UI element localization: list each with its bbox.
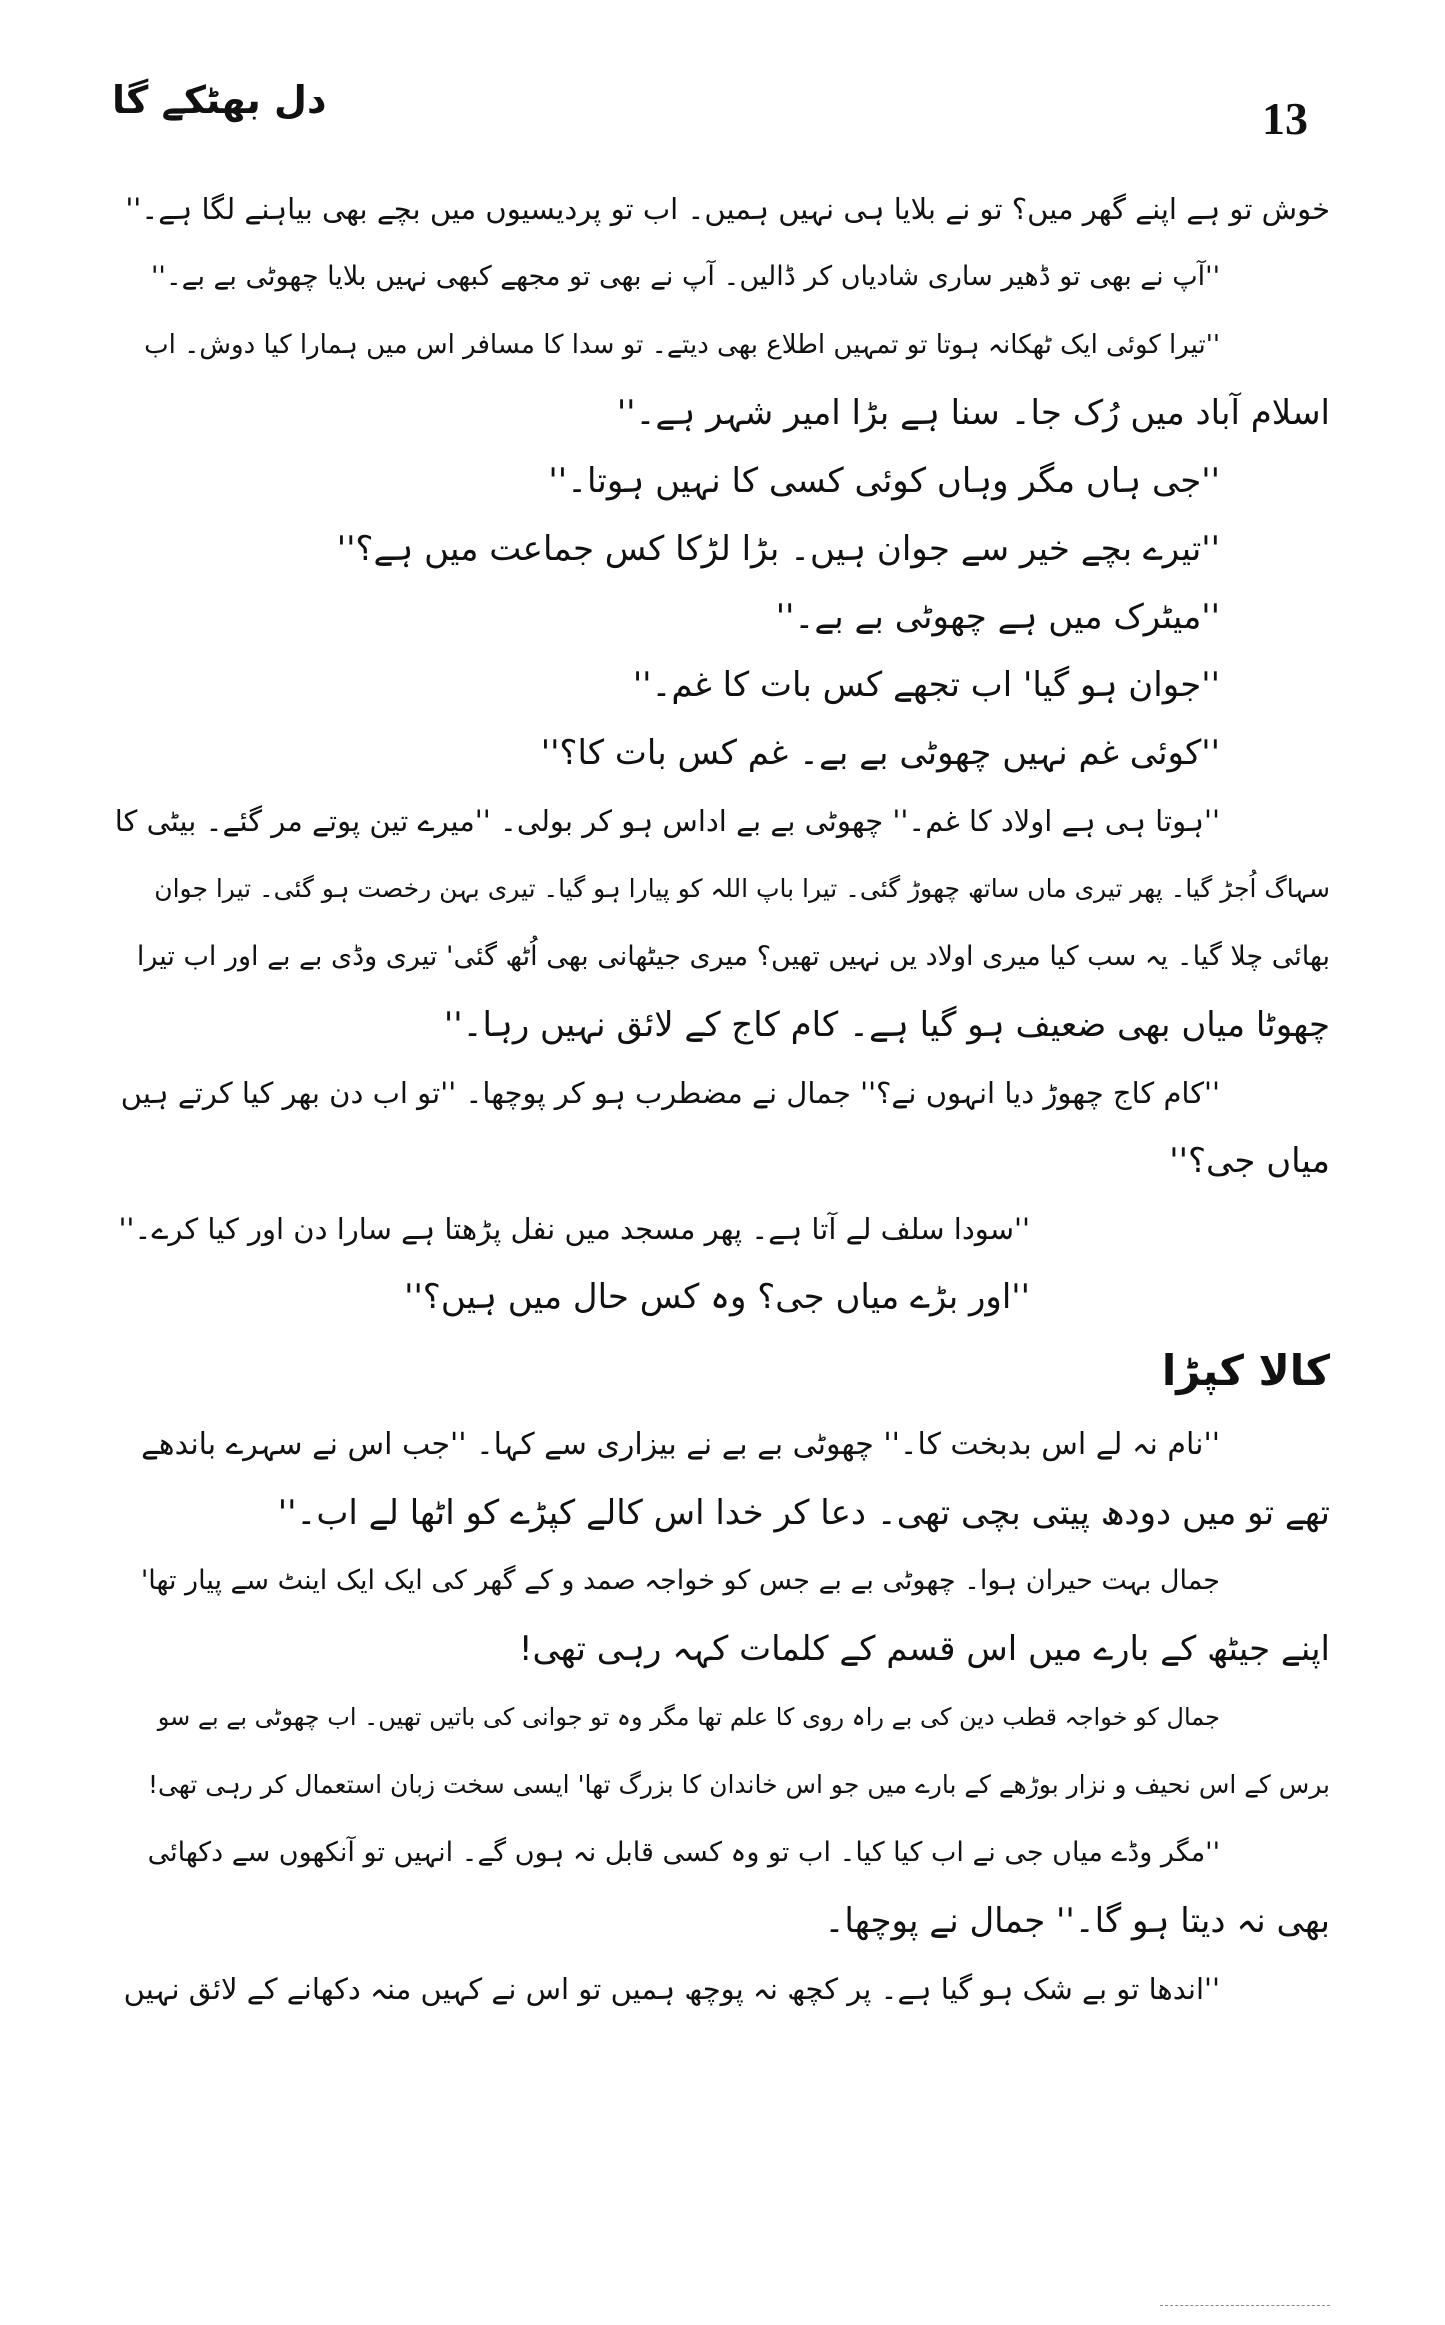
running-title: دل بھٹکے گا bbox=[112, 78, 327, 122]
text-line: چھوٹا میاں بھی ضعیف ہو گیا ہے۔ کام کاج کے لائق نہیں رہا۔'' bbox=[443, 1005, 1330, 1045]
text-line: ''تیرا کوئی ایک ٹھکانہ ہوتا تو تمہیں اطلاع بھی دیتے۔ تو سدا کا مسافر اس میں ہمارا کیا دوش۔ اب bbox=[144, 330, 1220, 360]
text-line: برس کے اس نحیف و نزار بوڑھے کے بارے میں جو اس خاندان کا بزرگ تھا' ایسی سخت زبان استعمال کر رہی تھی! bbox=[147, 1770, 1330, 1799]
text-line: ''اندھا تو بے شک ہو گیا ہے۔ پر کچھ نہ پوچھ ہمیں تو اس نے کہیں منہ دکھانے کے لائق نہیں bbox=[123, 1972, 1220, 2006]
text-line: ''کوئی غم نہیں چھوٹی بے بے۔ غم کس بات کا؟'' bbox=[540, 733, 1220, 773]
text-line: ''ہوتا ہی ہے اولاد کا غم۔'' چھوٹی بے بے اداس ہو کر بولی۔ ''میرے تین پوتے مر گئے۔ بیٹی کا bbox=[114, 804, 1220, 838]
text-line: ''اور بڑے میاں جی؟ وہ کس حال میں ہیں؟'' bbox=[404, 1277, 1030, 1317]
text-line: بھائی چلا گیا۔ یہ سب کیا میری اولاد یں نہیں تھیں؟ میری جیٹھانی بھی اُٹھ گئی' تیری وڈی بے بے اور اب تیرا bbox=[136, 941, 1330, 972]
text-line: میاں جی؟'' bbox=[1169, 1141, 1330, 1181]
text-line: ''تیرے بچے خیر سے جوان ہیں۔ بڑا لڑکا کس جماعت میں ہے؟'' bbox=[336, 529, 1220, 569]
text-line: ''مگر وڈے میاں جی نے اب کیا کیا۔ اب تو وہ کسی قابل نہ ہوں گے۔ انہیں تو آنکھوں سے دکھائی bbox=[147, 1837, 1220, 1868]
text-line: جمال بہت حیران ہوا۔ چھوٹی بے بے جس کو خواجہ صمد و کے گھر کی ایک ایک اینٹ سے پیار تھا' bbox=[140, 1565, 1220, 1596]
footer-rule bbox=[1160, 2305, 1330, 2306]
section-heading: کالا کپڑا bbox=[1161, 1346, 1330, 1395]
text-line: ''میٹرک میں ہے چھوٹی بے بے۔'' bbox=[775, 597, 1220, 637]
text-line: اسلام آباد میں رُک جا۔ سنا ہے بڑا امیر شہر ہے۔'' bbox=[616, 393, 1330, 433]
text-line: خوش تو ہے اپنے گھر میں؟ تو نے بلایا ہی نہیں ہمیں۔ اب تو پردیسیوں میں بچے بھی بیاہنے لگا ہے۔'' bbox=[125, 192, 1330, 226]
text-line: جمال کو خواجہ قطب دین کی بے راہ روی کا علم تھا مگر وہ تو جوانی کی باتیں تھیں۔ اب چھوٹی بے بے سو bbox=[157, 1703, 1220, 1731]
text-line: ''جوان ہو گیا' اب تجھے کس بات کا غم۔'' bbox=[632, 665, 1220, 705]
page-number: 13 bbox=[1262, 93, 1308, 144]
text-line: ''سودا سلف لے آتا ہے۔ پھر مسجد میں نفل پڑھتا ہے سارا دن اور کیا کرے۔'' bbox=[118, 1212, 1030, 1246]
text-line: اپنے جیٹھ کے بارے میں اس قسم کے کلمات کہہ رہی تھی! bbox=[518, 1629, 1330, 1669]
text-line: تھے تو میں دودھ پیتی بچی تھی۔ دعا کر خدا اس کالے کپڑے کو اٹھا لے اب۔'' bbox=[277, 1493, 1330, 1533]
text-line: سہاگ اُجڑ گیا۔ پھر تیری ماں ساتھ چھوڑ گئی۔ تیرا باپ اللہ کو پیارا ہو گیا۔ تیری بہن رخصت ہو گئی۔ تیرا جوان bbox=[154, 874, 1330, 903]
page-body bbox=[115, 175, 1330, 2023]
text-line: ''کام کاج چھوڑ دیا انہوں نے؟'' جمال نے مضطرب ہو کر پوچھا۔ ''تو اب دن بھر کیا کرتے ہیں bbox=[120, 1076, 1220, 1110]
text-line: ''نام نہ لے اس بدبخت کا۔'' چھوٹی بے بے نے بیزاری سے کہا۔ ''جب اس نے سہرے باندھے bbox=[141, 1427, 1220, 1462]
text-line: ''جی ہاں مگر وہاں کوئی کسی کا نہیں ہوتا۔'' bbox=[548, 461, 1220, 501]
text-line: بھی نہ دیتا ہو گا۔'' جمال نے پوچھا۔ bbox=[824, 1901, 1330, 1941]
text-line: ''آپ نے بھی تو ڈھیر ساری شادیاں کر ڈالیں۔ آپ نے بھی تو مجھے کبھی نہیں بلایا چھوٹی بے بے۔'' bbox=[150, 261, 1220, 292]
